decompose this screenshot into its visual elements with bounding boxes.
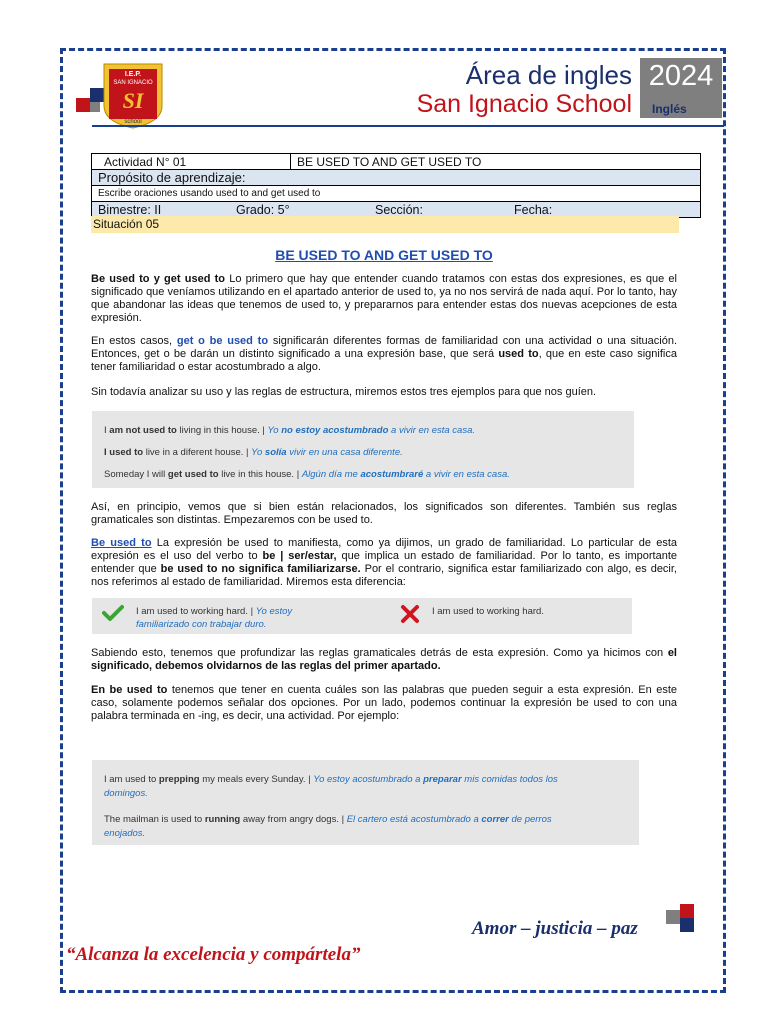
- purpose-label: Propósito de aprendizaje:: [92, 170, 701, 186]
- purpose-text: Escribe oraciones usando used to and get used to: [92, 186, 701, 202]
- activity-topic: BE USED TO AND GET USED TO: [291, 154, 701, 170]
- p2-highlight: get o be used to: [176, 335, 269, 347]
- school-logo: [100, 62, 166, 130]
- year-badge: [640, 58, 722, 118]
- header-divider: [92, 125, 724, 127]
- example-3-line-2-cont: enojados.: [104, 828, 146, 839]
- paragraph-6: Sabiendo esto, tenemos que profundizar las reglas gramaticales detrás de esta expresión. Como ya hicimos con el significado, debemos olvidarnos de las reglas del primer apartado.: [91, 647, 677, 672]
- paragraph-7: En be used to tenemos que tener en cuenta cuáles son las palabras que pueden seguir a esta expresión. En este caso, solamente podemos señalar dos opciones. Por un lado, podemos continuar la expresión be used to con una palabra terminada en -ing, es decir, una actividad. Por ejemplo:: [91, 684, 678, 722]
- year-text: 2024: [648, 60, 714, 92]
- example-box-3: [92, 760, 639, 845]
- activity-number: Actividad N° 01: [92, 154, 291, 170]
- example-box-2: [92, 598, 632, 634]
- school-motto: Amor – justicia – paz: [472, 918, 638, 939]
- p2-bold: used to: [498, 348, 539, 360]
- paragraph-2: [91, 335, 677, 374]
- correct-example: I am used to working hard. | Yo estoy: [136, 606, 293, 617]
- example-3-line-1: I am used to prepping my meals every Sunday. | Yo estoy acostumbrado a preparar mis comidas todos los: [104, 774, 558, 785]
- example-box-1: [92, 411, 634, 488]
- correct-example-cont: familiarizado con trabajar duro.: [136, 619, 267, 630]
- p1-text: Lo primero que hay que entender cuando tratamos con estas dos expresiones, es que el significado que veníamos utilizando en el apartado anterior de used to, ya no nos servirá de nada aquí. Por lo tanto, hay que abandonar las ideas que tenemos de used to, y prepararnos para entender estas dos nuevas acepciones de esta expresión.: [91, 273, 677, 324]
- p2-c: significarán diferentes formas de familiaridad con una actividad o una situación. Entonces, get o be darán un distinto significado a una expresión base, que será: [91, 335, 678, 360]
- paragraph-3: Sin todavía analizar su uso y las reglas de estructura, miremos estos tres ejemplos para que nos guíen.: [91, 386, 597, 398]
- school-title: San Ignacio School: [416, 90, 632, 118]
- grado: Grado: 5°: [236, 202, 290, 217]
- seccion: Sección:: [375, 202, 423, 217]
- fecha: Fecha:: [514, 202, 553, 217]
- lesson-title: BE USED TO AND GET USED TO: [275, 247, 493, 263]
- activity-info-table: [91, 153, 701, 218]
- example-1-line-3: Someday I will get used to live in this house. | Algún día me acostumbraré a vivir en esta casa.: [104, 469, 510, 480]
- example-3-line-2: The mailman is used to running away from angry dogs. | El cartero está acostumbrado a correr de perros: [104, 814, 552, 825]
- situation-label: Situación 05: [91, 216, 679, 233]
- logo-monogram: SI: [122, 88, 144, 113]
- check-icon: [102, 604, 124, 622]
- p7-bold: En be used to: [91, 684, 168, 696]
- example-1-line-1: I am not used to living in this house. | Yo no estoy acostumbrado a vivir en esta casa.: [104, 425, 476, 436]
- wrong-example: I am used to working hard.: [432, 606, 544, 617]
- logo-name-text: SAN IGNACIO: [113, 80, 153, 86]
- paragraph-5: Be used to La expresión be used to manifiesta, como ya dijimos, un grado de familiaridad. Lo particular de esta expresión es el uso del verbo to be | ser/estar, que implica un estado de familiaridad. Por lo tanto, es importante entender que be used to no significa familiarizarse. Por el contrario, significa estar familiarizado con algo, es decir, nos referimos al estado de familiaridad. Miremos esta diferencia:: [91, 537, 677, 588]
- example-1-line-2: I used to live in a diferent house. | Yo solía vivir en una casa diferente.: [104, 447, 403, 458]
- paragraph-4: Así, en principio, vemos que si bien están relacionados, los significados son diferentes. También sus reglas gramaticales son distintas. Empezaremos con be used to.: [91, 501, 677, 526]
- p2-a: En estos casos,: [91, 335, 177, 347]
- p5-link-text: Be used to: [91, 537, 152, 549]
- cross-icon: [400, 604, 420, 624]
- p2-e: , que en este caso significa tener familiaridad o estar acostumbrado a algo.: [91, 348, 677, 373]
- paragraph-1: [91, 273, 677, 325]
- example-3-line-1-cont: domingos.: [104, 788, 148, 799]
- logo-top-text: I.E.P.: [124, 71, 142, 78]
- subject-text: Inglés: [652, 102, 687, 116]
- logo-bottom-text: school: [124, 119, 142, 125]
- area-title: Área de ingles: [465, 60, 632, 90]
- p1-bold: Be used to y get used to: [91, 273, 226, 285]
- school-slogan: “Alcanza la excelencia y compártela”: [66, 944, 361, 965]
- bimestre: Bimestre: II: [98, 202, 162, 217]
